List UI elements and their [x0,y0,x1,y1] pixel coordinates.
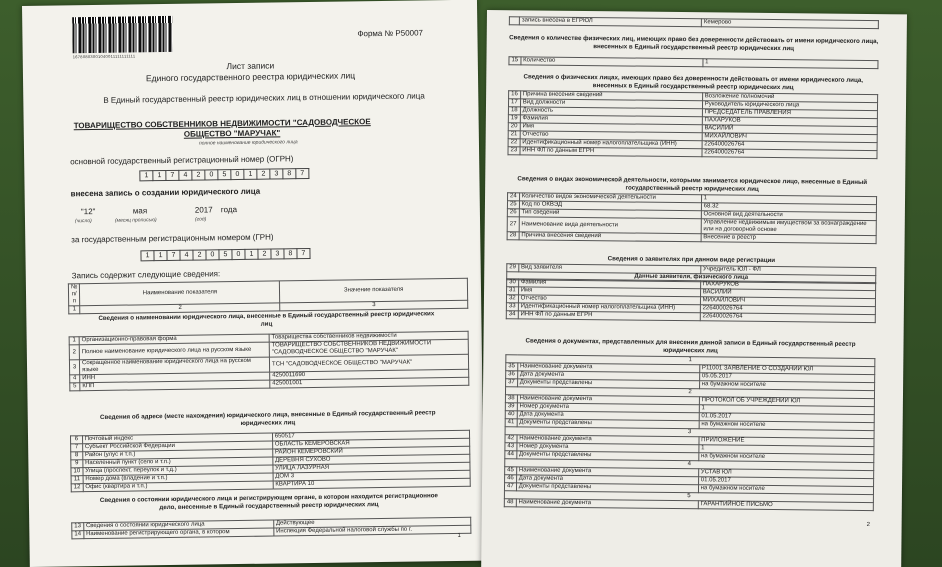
row-label: Должность [520,107,702,117]
digit-box: 4 [180,250,193,261]
row-number: 5 [70,383,80,391]
table-row [509,57,878,69]
row-number: 13 [72,523,84,531]
top-table [509,16,879,29]
row-number: 19 [508,115,520,123]
row-value: на бумажном носителе [698,485,873,495]
address-table [70,430,471,493]
entry-made-text: внесена запись о создании юридического лица [70,186,261,199]
sheet-title: Лист записи [226,60,275,72]
section-state-title: Сведения о состоянии юридического лица и регистрирующем органе, в котором находится регистрационное дело, внесенные в Единый государственный реестр юридических лиц [99,492,439,511]
row-label: Район (улус и т.п.) [82,449,272,460]
digit-box: 5 [218,169,231,180]
applicant-type-label: Вид заявителя [518,264,700,274]
count-table [508,56,878,69]
row-value: 1 [701,195,876,205]
digit-box: 2 [257,169,270,180]
row-number: 26 [507,209,519,217]
row-label: Полное наименование юридического лица на русском языке [79,342,269,360]
digit-box: 1 [244,169,257,180]
row-number: 28 [507,232,519,240]
row-number: 36 [506,371,518,379]
digit-box: 2 [192,169,205,180]
row-number: 42 [505,435,517,443]
section-name-title: Сведения о наименовании юридического лица, внесенные в Единый государственный реестр юридических лиц [98,310,435,328]
row-number: 39 [505,403,517,411]
row-value: 650517 [272,430,469,441]
section-person-title: Сведения о физических лицах, имеющих право без доверенности действовать от имени юридического лица, внесенных в Единый государственный реестр юридических лиц [523,73,864,91]
row-value: 1 [699,405,874,415]
grn-digit-boxes [140,248,310,261]
digit-box: 0 [231,169,244,180]
row-number: 32 [506,295,518,303]
row-value: 226400026764 [700,305,875,315]
row-number: 30 [507,279,519,287]
row-label: Документы представлены [517,379,699,389]
row-number: 1 [69,337,79,345]
date-year: 2017 [194,205,213,215]
row-value: КВАРТИРА 10 [273,478,470,489]
date-day: "12" [80,206,96,217]
row-number: 35 [506,363,518,371]
row-label: Наименование документа [517,395,699,405]
row-number: 12 [71,484,83,492]
row-label: Наименование документа [516,467,698,477]
row-label: Код по ОКВЭД [519,201,701,211]
row-value: МИХАЙЛОВИЧ [702,133,877,143]
row-value: 4250011690 [270,369,469,380]
row-value: на бумажном носителе [699,421,874,431]
row-number: 10 [71,468,83,476]
row-number: 20 [508,123,520,131]
row-value: ТСН "САДОВОДЧЕСКОЕ ОБЩЕСТВО "МАРУЧАК" [269,354,468,372]
row-value: Управление недвижимым имуществом за вознаграждение или на договорной основе [701,219,876,236]
org-name-caption: полное наименование юридического лица [198,139,298,147]
row-number [509,17,519,25]
table-row [509,17,878,29]
form-page-1 [22,0,485,567]
row-value: Р11001 ЗАЯВЛЕНИЕ О СОЗДАНИИ ЮЛ [699,365,874,375]
digit-box: 8 [283,168,296,179]
document-group-number: 3 [505,427,874,439]
row-value: ДЕРЕВНЯ СУХОВО [273,454,470,465]
row-value: ПРОТОКОЛ ОБ УЧРЕЖДЕНИИ ЮЛ [699,397,874,407]
row-value: ПАХАРУКОВ [702,117,877,127]
section-applicant-title: Сведения о заявителях при данном виде регистрации [607,255,776,265]
row-number: 22 [508,139,520,147]
row-value: 226400026764 [700,313,875,323]
form-label: Форма № Р50007 [357,28,424,39]
ogrn-digit-boxes [139,168,309,181]
row-label: Отчество [520,131,702,141]
caption-day: (число) [74,218,92,225]
row-label: Документы представлены [516,451,698,461]
row-value: 05.05.2017 [699,373,874,383]
row-number: 16 [509,91,521,99]
row-value: ПРЕДСЕДАТЕЛЬ ПРАВЛЕНИЯ [702,109,877,119]
section-docs-title: Сведения о документах, представленных для внесения данной записи в Единый государственный реестр юридических лиц [525,337,856,354]
header-col2: 2 [80,303,280,314]
row-number: 9 [71,460,83,468]
row-value: 425001001 [270,377,469,388]
row-value: Внесение в реестр [701,234,876,244]
row-value: 01.05.2017 [699,413,874,423]
intro-text: В Единый государственный реестр юридических лиц в отношении юридического лица [103,91,425,105]
row-label: КПП [80,380,270,391]
row-value: МИХАЙЛОВИЧ [700,297,875,307]
contains-text: Запись содержит следующие сведения: [71,269,221,281]
row-number: 6 [71,436,83,444]
page-number-1: 1 [457,532,461,539]
row-number: 27 [507,217,519,232]
document-group-number: 5 [504,491,873,503]
grn-label: за государственным регистрационным номером (ГРН) [71,232,274,245]
digit-box: 7 [296,168,309,179]
row-value: ПАХАРУКОВ [700,281,875,291]
row-label: Идентификационный номер налогоплательщика (ИНН) [518,303,700,313]
row-label: Документы представлены [516,483,698,493]
row-value: ГАРАНТИЙНОЕ ПИСЬМО [698,501,873,511]
row-label: Почтовый индекс [82,433,272,444]
digit-box: 3 [270,168,283,179]
activity-table [507,192,877,244]
header-table [68,278,468,315]
row-value: Действующее [273,517,470,528]
row-value: Кемерово [701,19,878,29]
digit-box: 0 [205,169,218,180]
caption-month: (месяц прописью) [114,217,157,224]
row-number: 41 [505,419,517,427]
row-label: Субъект Российской Федерации [82,441,272,452]
row-label: Сведения о состоянии юридического лица [83,520,273,531]
digit-box: 1 [245,249,258,260]
row-label: Наименование регистрирующего органа, в котором [84,528,274,539]
row-label: Имя [520,123,702,133]
row-value: ТОВАРИЩЕСТВО СОБСТВЕННИКОВ НЕДВИЖИМОСТИ "САДОВОДЧЕСКОЕ ОБЩЕСТВО "МАРУЧАК" [269,339,468,357]
row-label: Офис (квартира и т.п.) [83,481,273,492]
row-label: Фамилия [520,115,702,125]
digit-box: 0 [206,249,219,260]
row-value: РАЙОН КЕМЕРОВСКИЙ [272,446,469,457]
row-label: Фамилия [518,279,700,289]
row-label: Тип сведений [519,209,701,219]
row-number: 2 [69,345,79,360]
row-number: 48 [504,499,516,507]
row-label: Дата документа [516,475,698,485]
row-number: 40 [505,411,517,419]
row-number: 23 [508,147,520,155]
row-number: 24 [508,193,520,201]
person-table [507,90,878,159]
row-label: Сокращенное наименование юридического лица на русском языке [79,357,269,375]
row-number: 34 [506,311,518,319]
section-activity-title: Сведения о видах экономической деятельности, которыми занимается юридическое лицо, внесенные в Единый государственный реестр юридических лиц [517,175,868,193]
row-number: 8 [71,452,83,460]
row-number: 43 [505,443,517,451]
row-number: 46 [505,475,517,483]
row-label: ИНН ФЛ по данным ЕГРН [520,147,702,157]
row-label: Идентификационный номер налогоплательщика (ИНН) [520,139,702,149]
row-value: 1 [699,445,874,455]
row-label: Имя [518,287,700,297]
digit-box: 2 [193,249,206,260]
section-address-title: Сведения об адресе (месте нахождения) юридического лица, внесенные в Единый государственный реестр юридических лиц [99,409,436,427]
barcode-number: 16780803001040011111111111 [72,53,136,60]
row-label: ИНН ФЛ по данным ЕГРН [518,311,700,321]
row-value: 01.05.2017 [698,477,873,487]
header-name: Наименование показателя [80,281,280,306]
form-page-2 [481,10,907,567]
row-label: ИНН [80,372,270,383]
row-label: Количество видов экономической деятельности [519,193,701,203]
row-label: Номер дома (владение и т.п.) [83,473,273,484]
row-value: ВАСИЛИЙ [702,125,877,135]
row-label: Отчество [518,295,700,305]
applicant-table [506,278,876,323]
row-number: 21 [508,131,520,139]
row-value: 226400026764 [702,141,877,151]
digit-box: 1 [141,250,154,261]
applicant-subtitle: Данные заявителя, физического лица [507,272,876,284]
digit-box: 7 [166,170,179,181]
row-value: ОБЛАСТЬ КЕМЕРОВСКАЯ [272,438,469,449]
row-label: Улица (проспект, переулок и т.д.) [83,465,273,476]
row-value: 226400026764 [702,149,877,159]
date-month: мая [132,206,148,216]
row-value: Товарищества собственников недвижимости [269,331,468,342]
digit-box: 2 [258,249,271,260]
row-label: Населенный пункт (село и т.п.) [83,457,273,468]
row-label: Причина внесения сведений [520,91,702,101]
row-label: Документы представлены [517,419,699,429]
header-value: Значение показателя [280,278,468,303]
header-col3: 3 [280,300,468,311]
sheet-subtitle: Единого государственного реестра юридических лиц [145,70,356,84]
digit-box: 7 [297,248,310,259]
row-label: Организационно-правовая форма [79,334,269,345]
row-number: 4 [70,375,80,383]
header-num: № п/п [68,284,80,306]
digit-box: 8 [284,248,297,259]
row-number: 45 [505,467,517,475]
row-value: на бумажном носителе [698,453,873,463]
row-label: Наименование документа [517,435,699,445]
row-label: Номер документа [517,443,699,453]
row-label: запись внесена в ЕГРЮЛ [519,17,701,27]
row-number: 14 [72,531,84,539]
row-label: Наименование вида деятельности [519,217,701,234]
row-value: на бумажном носителе [699,381,874,391]
row-value: ПРИЛОЖЕНИЕ [699,437,874,447]
row-value: Инспекция Федеральной налоговой службы по г. [274,525,471,536]
name-table [69,331,470,392]
row-number: 47 [504,483,516,491]
org-name-line1: ТОВАРИЩЕСТВО СОБСТВЕННИКОВ НЕДВИЖИМОСТИ "САДОВОДЧЕСКОЕ [73,117,371,131]
row-number: 11 [71,476,83,484]
org-name-line2: ОБЩЕСТВО "МАРУЧАК" [183,128,281,139]
row-label: Количество [521,57,703,67]
row-label: Наименование документа [516,499,698,509]
state-table [71,517,471,540]
row-value: Руководитель юридического лица [702,101,877,111]
document-group-number: 2 [505,387,874,399]
barcode-image [72,16,172,53]
row-label: Номер документа [517,403,699,413]
row-number: 44 [505,451,517,459]
row-number: 3 [69,360,79,375]
row-value: УЛИЦА ЛАЗУРНАЯ [273,462,470,473]
digit-box: 5 [219,249,232,260]
date-year-suffix: года [220,205,238,215]
digit-box: 0 [232,249,245,260]
digit-box: 3 [271,248,284,259]
row-number: 17 [508,99,520,107]
row-label: Причина внесения сведений [519,232,701,242]
row-value: Основной вид деятельности [701,211,876,221]
applicant-type-num: 29 [507,264,519,272]
row-label: Дата документа [517,371,699,381]
row-number: 18 [508,107,520,115]
row-value: ВАСИЛИЙ [700,289,875,299]
row-label: Наименование документа [517,363,699,373]
header-col1: 1 [69,306,81,314]
row-number: 15 [509,57,521,65]
page-number-2: 2 [866,522,871,529]
row-value: Возложение полномочий [702,93,877,103]
row-number: 7 [71,444,83,452]
digit-box: 1 [140,170,153,181]
section-count-title: Сведения о количестве физических лиц, имеющих право без доверенности действовать от имени юридического лица, внесенных в Единый государственный реестр юридических лиц [509,34,879,52]
applicant-type-value: Учредитель ЮЛ - ФЛ [700,266,875,276]
row-number: 33 [506,303,518,311]
row-value: ДОМ 3 [273,470,470,481]
row-label: Дата документа [517,411,699,421]
digit-box: 1 [153,170,166,181]
row-value: 1 [703,59,878,69]
row-value: 68.32 [701,203,876,213]
row-label: Вид должности [520,99,702,109]
ogrn-label: основной государственный регистрационный номер (ОГРН) [70,154,294,167]
document-group-number: 4 [505,459,874,471]
row-number: 25 [507,201,519,209]
row-number: 37 [506,379,518,387]
documents-table [504,354,876,511]
row-number: 31 [507,287,519,295]
digit-box: 4 [179,170,192,181]
row-value: УСТАВ ЮЛ [698,469,873,479]
digit-box: 1 [154,250,167,261]
document-group-number: 1 [506,355,875,367]
digit-box: 7 [167,250,180,261]
caption-year: (год) [194,216,207,223]
row-number: 38 [505,395,517,403]
